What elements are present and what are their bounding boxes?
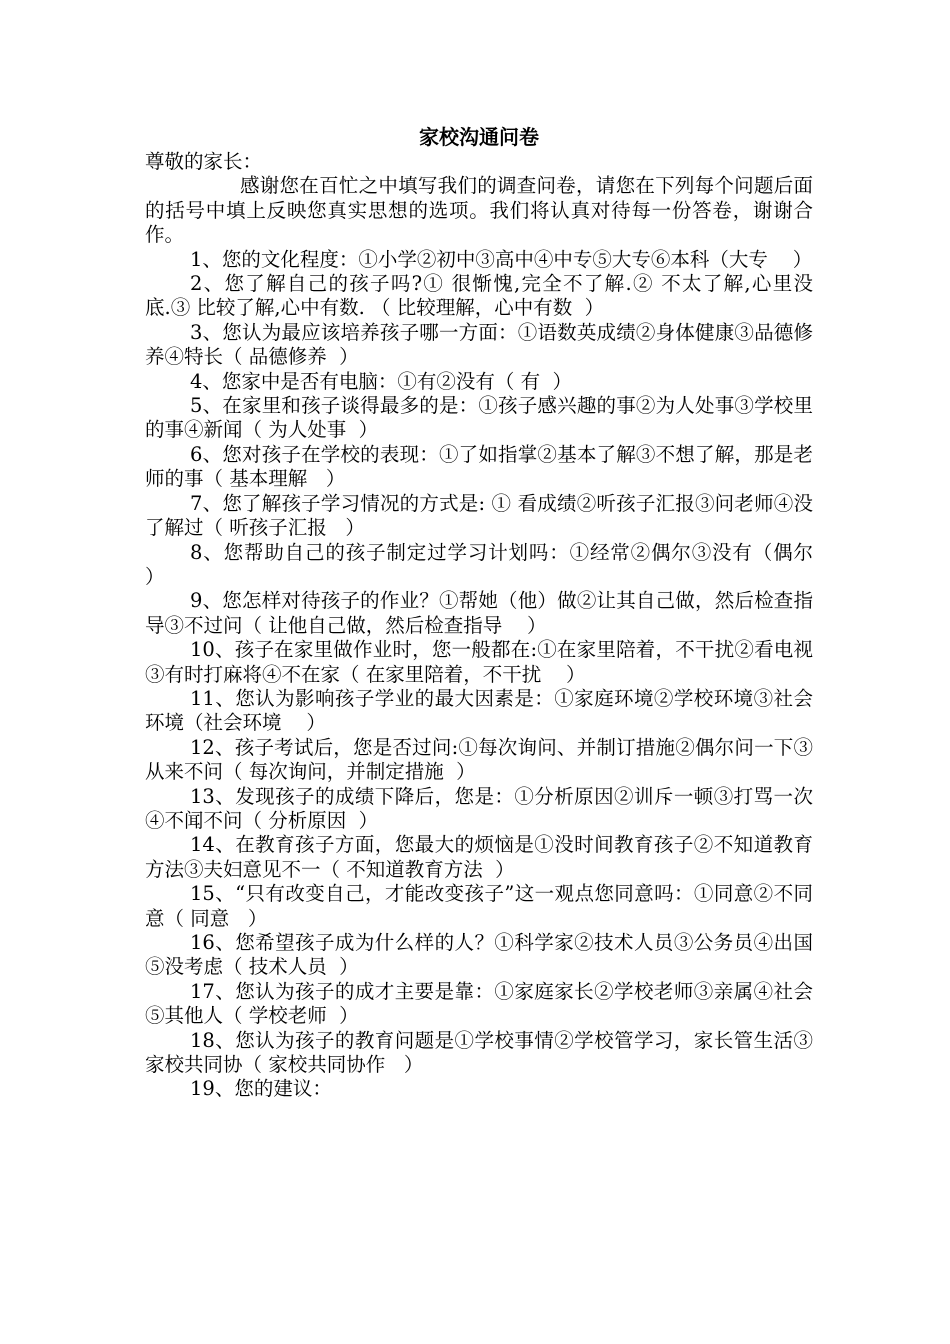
- question-close: ）: [443, 760, 476, 784]
- question-close: ）: [346, 418, 379, 442]
- question-answer: 让他自己做，然后检查指导: [268, 613, 503, 637]
- question-text: 9、您怎样对待孩子的作业？①帮她（他）做②让其自己做，然后检查指导③不过问（: [145, 589, 813, 637]
- question-text: 1、您的文化程度：①小学②初中③高中④中专⑤大专⑥本科（: [190, 247, 729, 271]
- question-answer: 有: [520, 369, 541, 393]
- question-11: [145, 687, 813, 736]
- question-answer: 在家里陪着，不干扰: [365, 662, 542, 686]
- question-answer: 分析原因: [268, 808, 347, 832]
- question-1: [145, 248, 813, 272]
- question-answer: 偶尔: [773, 540, 813, 564]
- question-answer: 不知道教育方法: [346, 857, 483, 881]
- question-text: 15、“只有改变自己，才能改变孩子”这一观点您同意吗：①同意②不同意（: [145, 882, 813, 930]
- intro-paragraph: 感谢您在百忙之中填写我们的调查问卷，请您在下列每个问题后面的括号中填上反映您真实思想的选项。我们将认真对待每一份答卷，谢谢合作。: [145, 174, 813, 247]
- question-19: [145, 1077, 813, 1101]
- question-close: ）: [767, 247, 813, 271]
- question-close: ）: [346, 808, 379, 832]
- question-close: ）: [229, 906, 268, 930]
- question-17: [145, 980, 813, 1029]
- question-answer: 学校老师: [248, 1004, 327, 1028]
- question-answer: 同意: [190, 906, 230, 930]
- question-16: [145, 931, 813, 980]
- question-10: [145, 638, 813, 687]
- question-close: ）: [502, 613, 547, 637]
- question-4: [145, 370, 813, 394]
- question-9: [145, 589, 813, 638]
- question-text: 16、您希望孩子成为什么样的人？①科学家②技术人员③公务员④出国⑤没考虑（: [145, 931, 813, 979]
- question-text: 2、您了解自己的孩子吗?① 很惭愧,完全不了解.② 不太了解,心里没底.③ 比较了解,心中有数. （: [145, 272, 813, 320]
- questionnaire-page: [145, 122, 826, 1102]
- question-13: [145, 785, 813, 834]
- question-close: ）: [385, 1053, 424, 1077]
- question-text: 6、您对孩子在学校的表现：①了如指掌②基本了解③不想了解，那是老师的事（: [145, 442, 813, 491]
- question-close: ）: [572, 296, 605, 320]
- question-14: [145, 833, 813, 882]
- question-text: 8、您帮助自己的孩子制定过学习计划吗：①经常②偶尔③没有（: [190, 540, 774, 564]
- question-5: [145, 394, 813, 443]
- question-2: [145, 272, 813, 321]
- question-15: [145, 882, 813, 931]
- question-answer: 品德修养: [248, 345, 327, 369]
- question-text: 11、您认为影响孩子学业的最大因素是：①家庭环境②学校环境③社会环境（: [145, 686, 813, 735]
- question-close: ）: [307, 467, 346, 491]
- question-answer: 每次询问，并制定措施: [248, 760, 444, 784]
- question-12: [145, 736, 813, 785]
- question-close: ）: [326, 1004, 359, 1028]
- question-text: 12、孩子考试后，您是否过问:①每次询问、并制订措施②偶尔问一下③从来不问（: [145, 735, 813, 784]
- question-answer: 技术人员: [248, 955, 327, 979]
- question-answer: 比较理解，心中有数: [396, 296, 573, 320]
- document-title: 家校沟通问卷: [419, 125, 539, 149]
- question-answer: 大专: [728, 247, 768, 271]
- question-text: 17、您认为孩子的成才主要是靠：①家庭家长②学校老师③亲属④社会⑤其他人（: [145, 979, 813, 1028]
- question-text: 13、发现孩子的成绩下降后，您是：①分析原因②训斥一顿③打骂一次④不闻不问（: [145, 784, 813, 832]
- question-text: 19、您的建议：: [190, 1077, 332, 1101]
- question-text: 5、在家里和孩子谈得最多的是：①孩子感兴趣的事②为人处事③学校里的事④新闻（: [145, 394, 813, 442]
- question-text: 7、您了解孩子学习情况的方式是: ① 看成绩②听孩子汇报③问老师④没了解过（: [145, 491, 813, 540]
- question-answer: 听孩子汇报: [229, 516, 327, 540]
- question-answer: 为人处事: [268, 418, 347, 442]
- question-close: ）: [326, 955, 359, 979]
- question-close: ）: [482, 857, 515, 881]
- question-8: [145, 540, 826, 590]
- question-text: 10、孩子在家里做作业时，您一般都在:①在家里陪着，不干扰②看电视③有时打麻将④不在家（: [145, 638, 813, 686]
- question-answer: 基本理解: [229, 467, 308, 491]
- question-close: ）: [541, 662, 586, 686]
- question-text: 3、您认为最应该培养孩子哪一方面：①语数英成绩②身体健康③品德修养④特长（: [145, 320, 813, 369]
- question-text: 4、您家中是否有电脑：①有②没有（: [190, 369, 521, 393]
- question-answer: 家校共同协作: [268, 1053, 386, 1077]
- question-answer: 社会环境: [203, 711, 282, 735]
- greeting: 尊敬的家长：: [145, 150, 263, 173]
- question-6: [145, 443, 813, 492]
- question-close: ）: [145, 540, 826, 588]
- question-18: [145, 1029, 813, 1078]
- question-close: ）: [281, 711, 326, 735]
- question-text: 18、您认为孩子的教育问题是①学校事情②学校管学习，家长管生活③家校共同协（: [145, 1028, 813, 1077]
- question-text: 14、在教育孩子方面，您最大的烦恼是①没时间教育孩子②不知道教育方法③夫妇意见不一（: [145, 833, 813, 881]
- question-close: ）: [540, 369, 573, 393]
- question-3: [145, 321, 813, 370]
- question-close: ）: [326, 516, 365, 540]
- question-close: ）: [326, 345, 359, 369]
- question-7: [145, 492, 813, 541]
